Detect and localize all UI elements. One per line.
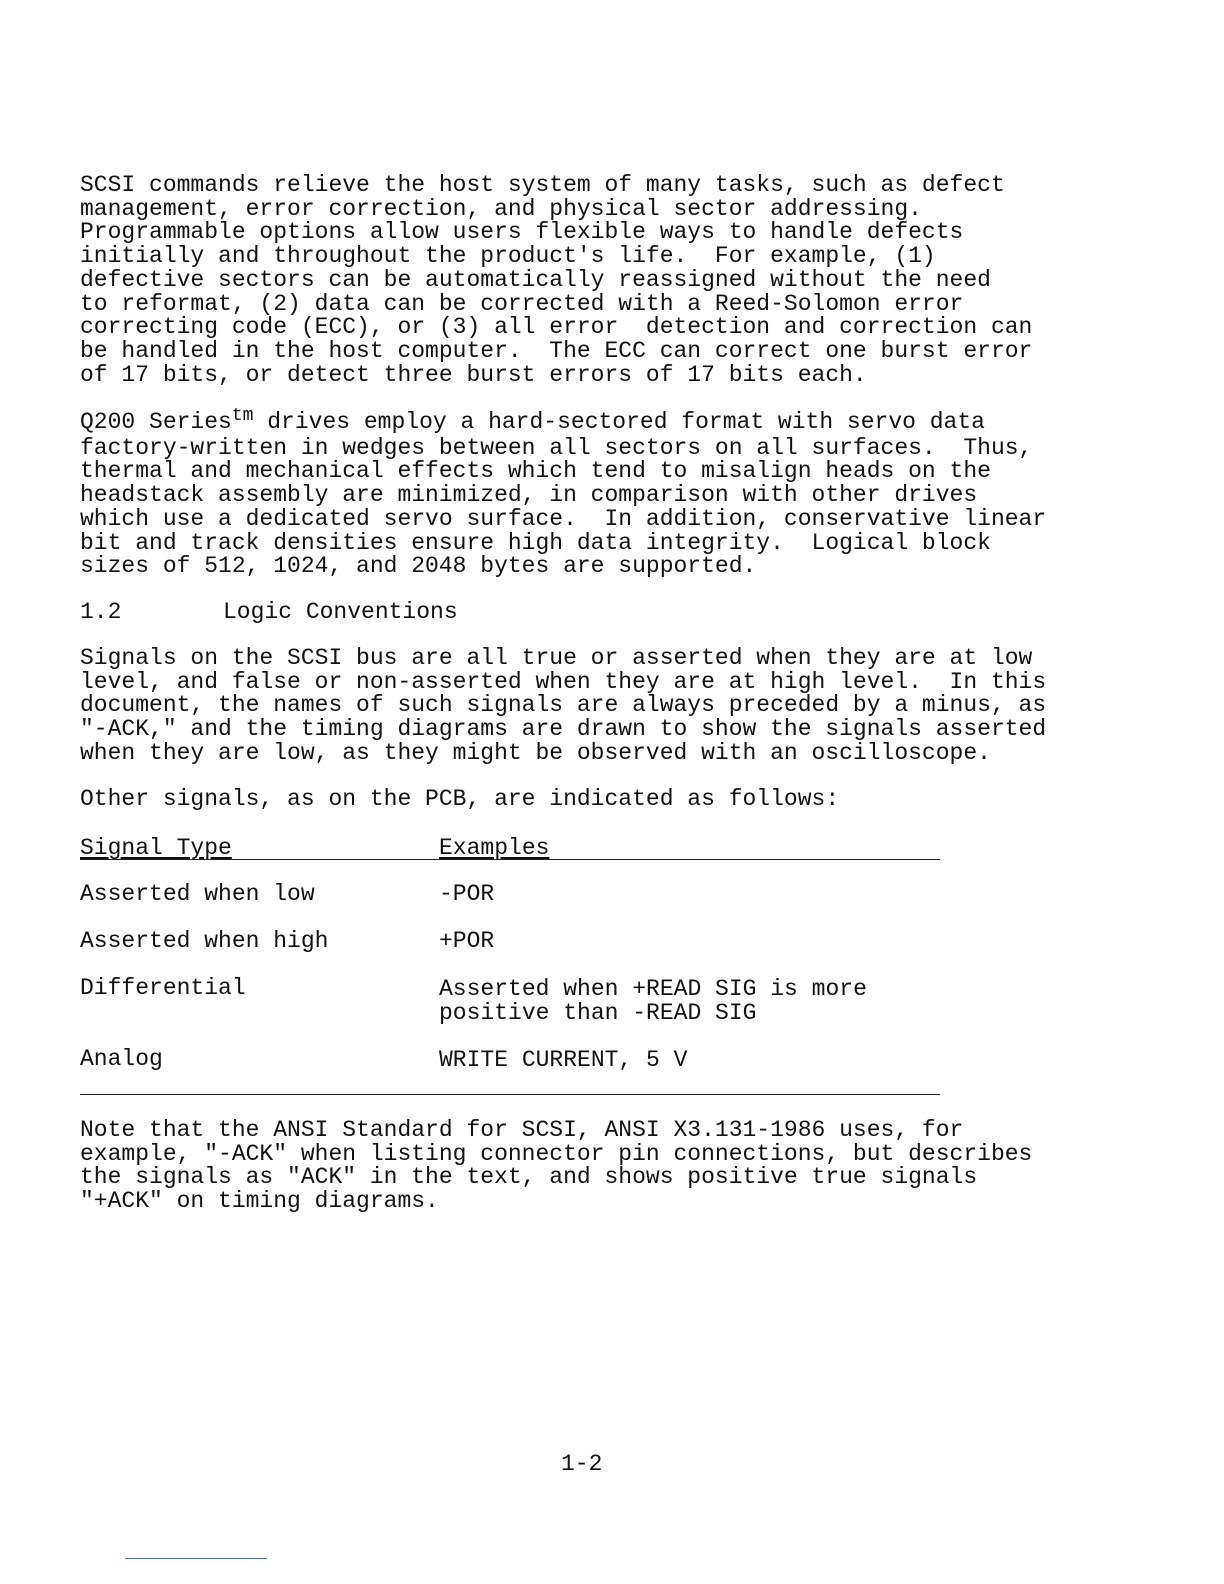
text-line: Signals on the SCSI bus are all true or asserted when they are at low (80, 645, 1033, 671)
intro-paragraph (80, 174, 1130, 387)
table-cell-example: WRITE CURRENT, 5 V (439, 1047, 688, 1073)
text-fragment: drives employ a hard-sectored format with servo data (253, 409, 985, 435)
table-cell-signal-type: Analog (80, 1046, 163, 1072)
signal-type-table (80, 836, 940, 1096)
table-cell-example: Asserted when +READ SIG is more (439, 976, 867, 1002)
text-line: Other signals, as on the PCB, are indicated as follows: (80, 786, 840, 812)
other-signals-paragraph (80, 788, 1130, 812)
table-cell-example: -POR (439, 881, 495, 907)
note-paragraph (80, 1119, 1130, 1214)
section-number: 1.2 (80, 599, 122, 625)
text-line: the signals as "ACK" in the text, and shows positive true signals (80, 1164, 978, 1191)
page-number: 1-2 (561, 1451, 603, 1477)
signals-paragraph (80, 647, 1130, 766)
text-line: initially and throughout the product's life. For example, (1) (80, 243, 936, 270)
table-header-signal-type: Signal Type (80, 835, 232, 861)
text-line: SCSI commands relieve the host system of many tasks, such as defect (80, 172, 1005, 198)
text-line: bit and track densities ensure high data integrity. Logical block (80, 529, 991, 556)
text-line: when they are low, as they might be observed with an oscilloscope. (80, 739, 991, 766)
section-title: Logic Conventions (223, 599, 458, 625)
text-line: which use a dedicated servo surface. In addition, conservative linear (80, 505, 1047, 532)
text-line: Note that the ANSI Standard for SCSI, ANSI X3.131-1986 uses, for (80, 1117, 964, 1143)
text-line: factory-written in wedges between all sectors on all surfaces. Thus, (80, 434, 1033, 461)
table-cell-example: +POR (439, 928, 495, 954)
text-line: headstack assembly are minimized, in comparison with other drives (80, 482, 978, 509)
table-cell-signal-type: Asserted when low (80, 881, 315, 907)
text-line: level, and false or non-asserted when they are at high level. In this (80, 668, 1047, 695)
footer-divider (125, 1558, 267, 1559)
q200-paragraph (80, 406, 1130, 580)
text-line: defective sectors can be automatically reassigned without the need (80, 266, 991, 293)
table-cell-signal-type: Differential (80, 975, 246, 1001)
text-line: "-ACK," and the timing diagrams are drawn to show the signals asserted (80, 716, 1047, 743)
text-line: of 17 bits, or detect three burst errors of 17 bits each. (80, 361, 867, 388)
product-name: Q200 Series (80, 409, 232, 435)
text-line: Programmable options allow users flexible ways to handle defects (80, 219, 964, 246)
table-cell-example: positive than -READ SIG (439, 1000, 757, 1026)
text-line: sizes of 512, 1024, and 2048 bytes are supported. (80, 553, 757, 580)
table-cell-signal-type: Asserted when high (80, 928, 329, 954)
table-bottom-rule (80, 1094, 940, 1095)
text-line: to reformat, (2) data can be corrected with a Reed-Solomon error (80, 290, 964, 317)
text-line: be handled in the host computer. The ECC can correct one burst error (80, 337, 1033, 364)
text-line: correcting code (ECC), or (3) all error detection and correction can (80, 314, 1033, 341)
text-line (80, 406, 1130, 437)
text-line: example, "-ACK" when listing connector pin connections, but describes (80, 1140, 1033, 1167)
text-line: thermal and mechanical effects which tend to misalign heads on the (80, 458, 991, 485)
table-header-examples: Examples (439, 835, 550, 861)
text-line: document, the names of such signals are always preceded by a minus, as (80, 692, 1047, 719)
text-line: "+ACK" on timing diagrams. (80, 1188, 439, 1215)
text-line: management, error correction, and physical sector addressing. (80, 195, 922, 222)
table-header-rule (80, 859, 940, 860)
trademark-superscript: tm (231, 406, 254, 426)
